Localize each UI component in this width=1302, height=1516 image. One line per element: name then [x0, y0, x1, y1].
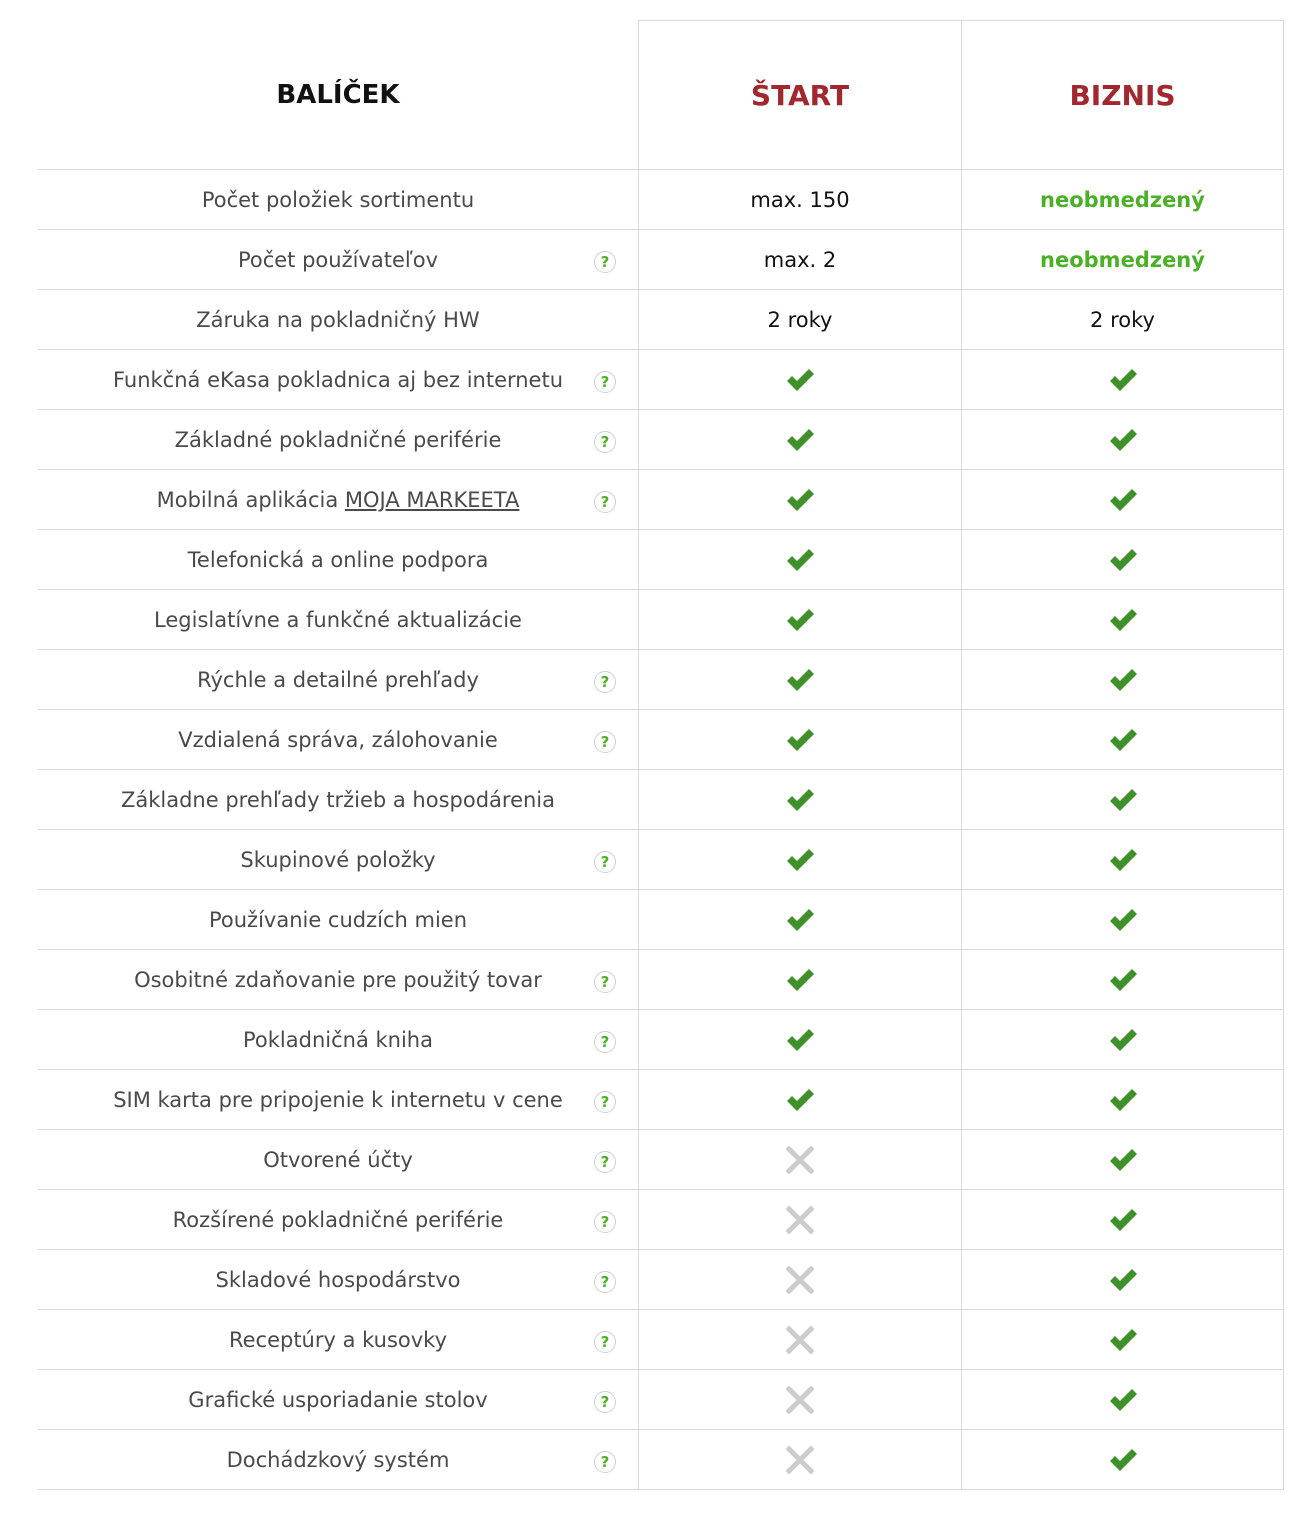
table-row [38, 1250, 1284, 1310]
value-cell-biznis [961, 650, 1284, 709]
feature-label [113, 1088, 563, 1112]
value-cell-biznis [961, 1070, 1284, 1129]
value-cell-biznis [961, 1250, 1284, 1309]
help-icon[interactable]: ? [594, 1331, 616, 1353]
value-cell-biznis [961, 530, 1284, 589]
feature-cell [38, 890, 638, 949]
value-cell-start [638, 170, 961, 229]
value-cell-biznis [961, 1430, 1284, 1489]
check-icon [1107, 484, 1139, 516]
value-cell-start [638, 530, 961, 589]
feature-label-text: Používanie cudzích mien [208, 907, 468, 932]
feature-label [240, 848, 435, 872]
help-icon[interactable]: ? [594, 731, 616, 753]
value-cell-biznis [961, 350, 1284, 409]
feature-label-text: Vzdialená správa, zálohovanie [178, 727, 498, 752]
value-text: 2 roky [767, 307, 833, 332]
feature-label-text: Grafické usporiadanie stolov [188, 1387, 488, 1412]
feature-label [173, 1208, 504, 1232]
check-icon [784, 964, 816, 996]
check-icon [784, 844, 816, 876]
check-icon [784, 1084, 816, 1116]
feature-label [157, 488, 520, 512]
value-cell-start [638, 830, 961, 889]
table-row [38, 1070, 1284, 1130]
help-icon[interactable]: ? [594, 1451, 616, 1473]
value-cell-biznis [961, 890, 1284, 949]
table-row [38, 230, 1284, 290]
value-cell-start [638, 470, 961, 529]
feature-label-text: Pokladničná kniha [243, 1027, 433, 1052]
feature-cell [38, 530, 638, 589]
value-cell-biznis [961, 410, 1284, 469]
feature-cell [38, 1010, 638, 1069]
feature-cell [38, 410, 638, 469]
feature-cell [38, 1310, 638, 1369]
feature-label [154, 608, 522, 632]
feature-label [196, 308, 479, 332]
value-cell-start [638, 1130, 961, 1189]
feature-cell [38, 1370, 638, 1429]
value-cell-start [638, 1070, 961, 1129]
value-cell-start [638, 290, 961, 349]
table-row [38, 1190, 1284, 1250]
table-row [38, 470, 1284, 530]
table-row [38, 1130, 1284, 1190]
feature-label-text: Skupinové položky [240, 847, 436, 872]
feature-label-text: Základné pokladničné periférie [174, 427, 502, 452]
check-icon [784, 904, 816, 936]
help-icon[interactable]: ? [594, 1031, 616, 1053]
check-icon [1107, 424, 1139, 456]
value-cell-start [638, 1310, 961, 1369]
value-cell-biznis [961, 1190, 1284, 1249]
value-text: max. 150 [750, 187, 850, 212]
comparison-table [38, 20, 1284, 1490]
check-icon [1107, 964, 1139, 996]
feature-cell [38, 1130, 638, 1189]
feature-label [243, 1028, 433, 1052]
feature-cell [38, 590, 638, 649]
feature-label-text: Funkčná eKasa pokladnica aj bez internetu [112, 367, 564, 392]
feature-label [229, 1328, 447, 1352]
feature-label [216, 1268, 461, 1292]
feature-label [202, 188, 474, 212]
feature-cell [38, 470, 638, 529]
value-cell-start [638, 710, 961, 769]
feature-label [121, 788, 555, 812]
value-cell-biznis [961, 710, 1284, 769]
value-cell-start [638, 410, 961, 469]
feature-cell [38, 350, 638, 409]
feature-cell [38, 230, 638, 289]
value-cell-biznis [961, 230, 1284, 289]
value-cell-start [638, 890, 961, 949]
feature-label [188, 548, 489, 572]
check-icon [1107, 784, 1139, 816]
cross-icon [784, 1384, 816, 1416]
feature-cell [38, 1430, 638, 1489]
value-cell-start [638, 770, 961, 829]
check-icon [1107, 604, 1139, 636]
feature-label [238, 248, 438, 272]
value-cell-biznis [961, 950, 1284, 1009]
table-row [38, 1310, 1284, 1370]
cross-icon [784, 1324, 816, 1356]
table-header [38, 20, 1284, 170]
feature-cell [38, 290, 638, 349]
feature-cell [38, 1250, 638, 1309]
feature-label-text: Počet položiek sortimentu [201, 187, 475, 212]
feature-cell [38, 770, 638, 829]
value-text: max. 2 [763, 247, 837, 272]
value-cell-biznis [961, 590, 1284, 649]
check-icon [1107, 1024, 1139, 1056]
feature-label [113, 368, 563, 392]
feature-label [188, 1388, 487, 1412]
table-row [38, 830, 1284, 890]
check-icon [1107, 1324, 1139, 1356]
help-icon[interactable]: ? [594, 431, 616, 453]
feature-label-text: Záruka na pokladničný HW [196, 307, 480, 332]
help-icon[interactable]: ? [594, 251, 616, 273]
header-plan-biznis [961, 20, 1284, 169]
table-row [38, 1370, 1284, 1430]
feature-label [134, 968, 542, 992]
feature-label [197, 668, 479, 692]
value-text: neobmedzený [1040, 187, 1205, 212]
header-package-label: BALÍČEK [276, 79, 400, 110]
help-icon[interactable]: ? [594, 851, 616, 873]
feature-label-text: Počet používateľov [237, 247, 439, 272]
feature-cell [38, 830, 638, 889]
value-cell-start [638, 950, 961, 1009]
value-text: neobmedzený [1040, 247, 1205, 272]
feature-label [175, 428, 502, 452]
check-icon [784, 1024, 816, 1056]
check-icon [1107, 724, 1139, 756]
table-row [38, 710, 1284, 770]
feature-label-text: Skladové hospodárstvo [215, 1267, 461, 1292]
plan-title-biznis: BIZNIS [1069, 78, 1176, 112]
help-icon[interactable]: ? [594, 491, 616, 513]
value-cell-biznis [961, 770, 1284, 829]
table-row [38, 1430, 1284, 1490]
value-cell-start [638, 1190, 961, 1249]
help-icon[interactable]: ? [594, 1391, 616, 1413]
feature-label [263, 1148, 413, 1172]
feature-cell [38, 1190, 638, 1249]
check-icon [1107, 1384, 1139, 1416]
table-row [38, 410, 1284, 470]
check-icon [784, 544, 816, 576]
feature-label-text: Receptúry a kusovky [228, 1327, 448, 1352]
help-icon[interactable]: ? [594, 1211, 616, 1233]
table-row [38, 590, 1284, 650]
cross-icon [784, 1264, 816, 1296]
value-cell-start [638, 1250, 961, 1309]
table-row [38, 770, 1284, 830]
value-cell-biznis [961, 1310, 1284, 1369]
feature-label-text: SIM karta pre pripojenie k internetu v cene [113, 1087, 563, 1112]
value-cell-biznis [961, 470, 1284, 529]
check-icon [1107, 844, 1139, 876]
feature-cell [38, 170, 638, 229]
table-row [38, 950, 1284, 1010]
feature-cell [38, 1070, 638, 1129]
value-cell-start [638, 350, 961, 409]
check-icon [1107, 1444, 1139, 1476]
check-icon [784, 724, 816, 756]
value-cell-biznis [961, 1010, 1284, 1069]
cross-icon [784, 1444, 816, 1476]
feature-cell [38, 950, 638, 1009]
value-cell-biznis [961, 1130, 1284, 1189]
value-cell-start [638, 1370, 961, 1429]
feature-label-text: Otvorené účty [263, 1147, 413, 1172]
check-icon [1107, 544, 1139, 576]
check-icon [784, 424, 816, 456]
check-icon [1107, 664, 1139, 696]
feature-label-text: Telefonická a online podpora [187, 547, 489, 572]
check-icon [1107, 1144, 1139, 1176]
table-row [38, 290, 1284, 350]
check-icon [1107, 904, 1139, 936]
feature-label-text: Základne prehľady tržieb a hospodárenia [120, 787, 556, 812]
feature-label-text: Dochádzkový systém [226, 1447, 450, 1472]
table-body [38, 170, 1284, 1490]
moja-markeeta-link[interactable]: MOJA MARKEETA [344, 487, 520, 512]
check-icon [784, 364, 816, 396]
table-row [38, 170, 1284, 230]
feature-label-text: Mobilná aplikácia [156, 487, 345, 512]
feature-label [178, 728, 498, 752]
help-icon[interactable]: ? [594, 1151, 616, 1173]
check-icon [1107, 1204, 1139, 1236]
plan-title-start: ŠTART [750, 78, 850, 112]
value-cell-start [638, 230, 961, 289]
value-cell-start [638, 650, 961, 709]
header-package-cell [38, 20, 638, 169]
value-cell-start [638, 590, 961, 649]
header-plan-start [638, 20, 961, 169]
feature-cell [38, 650, 638, 709]
value-cell-biznis [961, 170, 1284, 229]
table-row [38, 890, 1284, 950]
table-row [38, 1010, 1284, 1070]
check-icon [784, 784, 816, 816]
cross-icon [784, 1204, 816, 1236]
feature-label-text: Rýchle a detailné prehľady [197, 667, 479, 692]
value-cell-start [638, 1010, 961, 1069]
help-icon[interactable]: ? [594, 371, 616, 393]
value-cell-start [638, 1430, 961, 1489]
value-cell-biznis [961, 290, 1284, 349]
value-cell-biznis [961, 830, 1284, 889]
feature-label-text: Osobitné zdaňovanie pre použitý tovar [134, 967, 542, 992]
help-icon[interactable]: ? [594, 671, 616, 693]
table-row [38, 650, 1284, 710]
help-icon[interactable]: ? [594, 971, 616, 993]
help-icon[interactable]: ? [594, 1091, 616, 1113]
feature-label [227, 1448, 450, 1472]
value-cell-biznis [961, 1370, 1284, 1429]
check-icon [1107, 364, 1139, 396]
check-icon [1107, 1264, 1139, 1296]
feature-label-text: Legislatívne a funkčné aktualizácie [154, 607, 522, 632]
feature-cell [38, 710, 638, 769]
cross-icon [784, 1144, 816, 1176]
feature-label-text: Rozšírené pokladničné periférie [172, 1207, 504, 1232]
check-icon [784, 484, 816, 516]
table-row [38, 530, 1284, 590]
table-row [38, 350, 1284, 410]
check-icon [784, 604, 816, 636]
feature-label [209, 908, 467, 932]
check-icon [1107, 1084, 1139, 1116]
help-icon[interactable]: ? [594, 1271, 616, 1293]
check-icon [784, 664, 816, 696]
value-text: 2 roky [1090, 307, 1155, 332]
